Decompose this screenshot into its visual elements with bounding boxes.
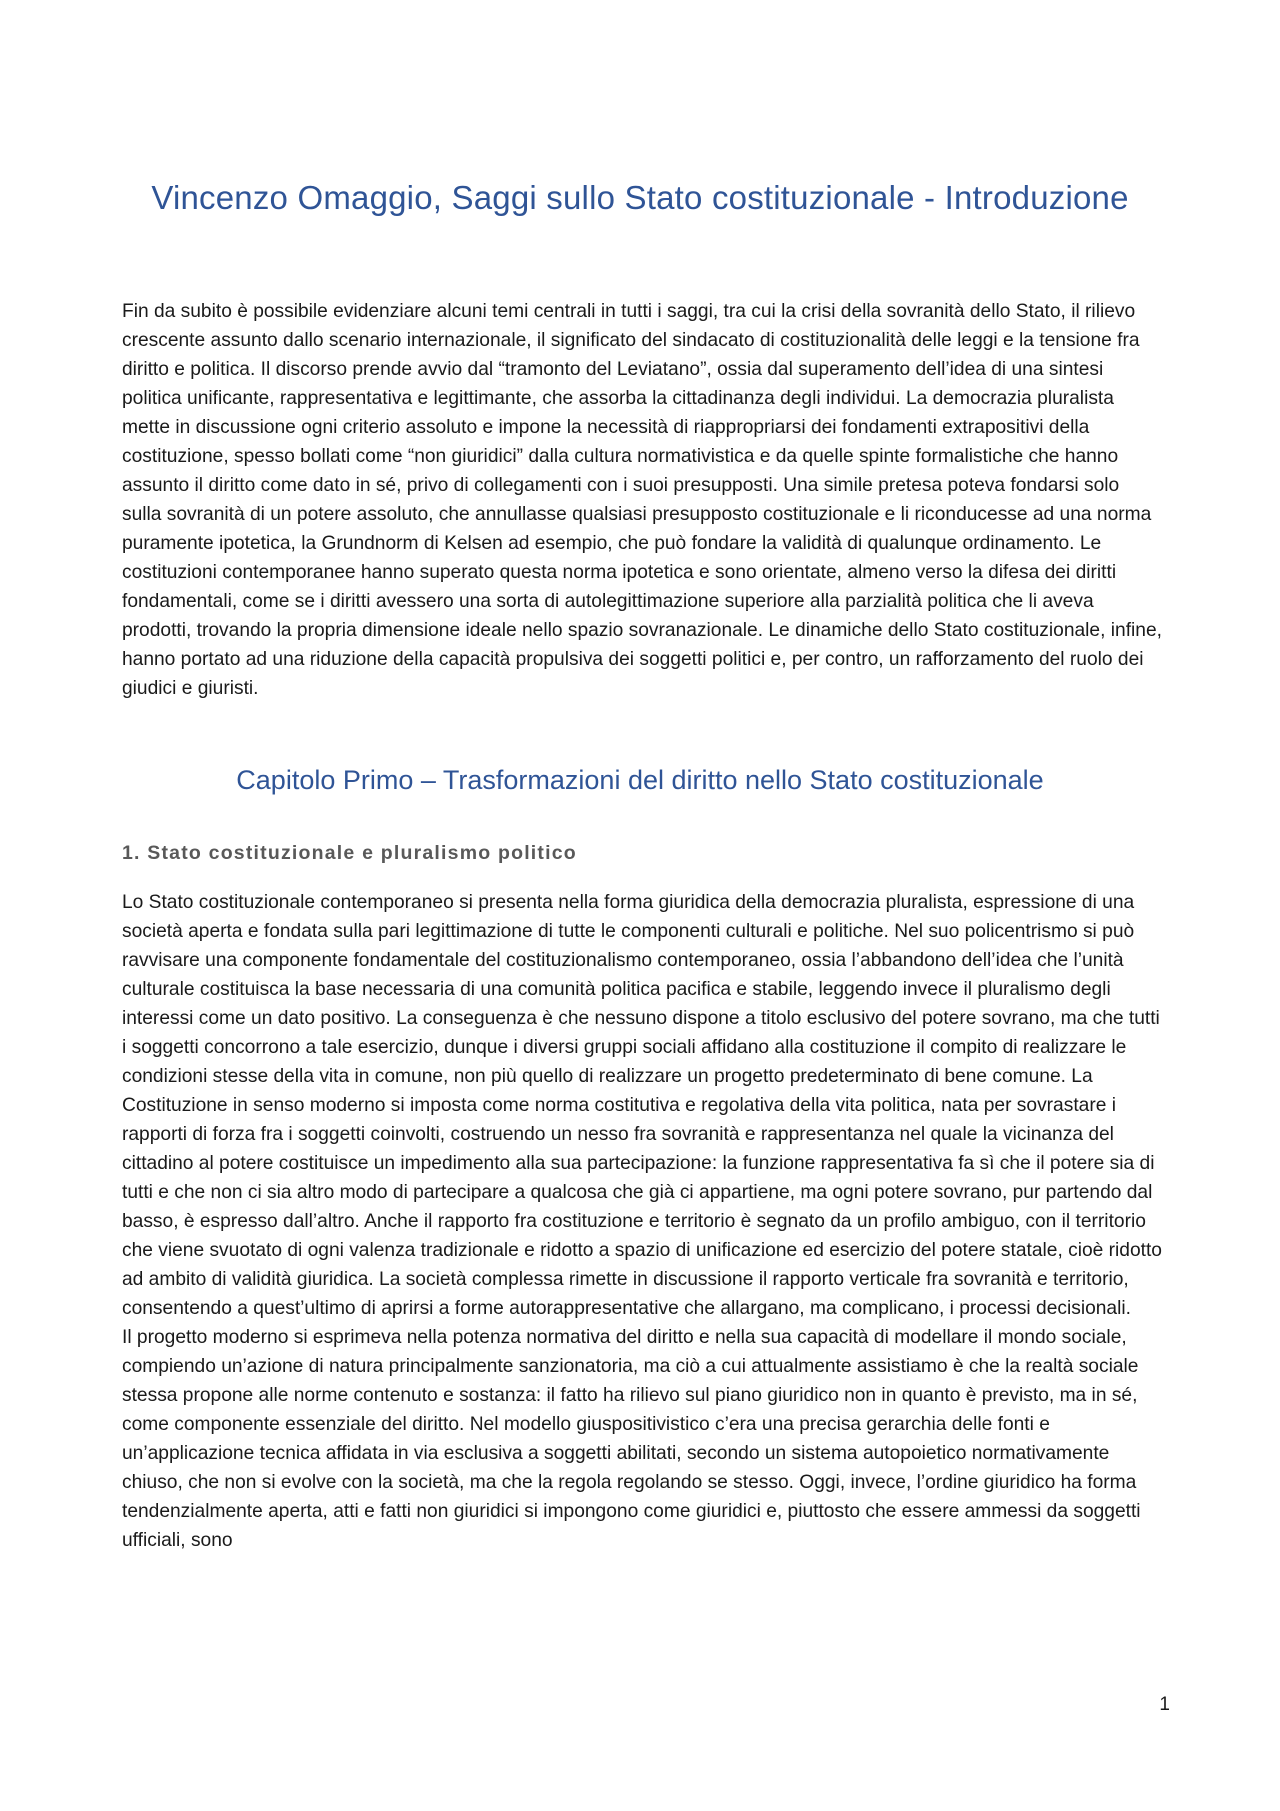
- body-paragraph: Lo Stato costituzionale contemporaneo si presenta nella forma giuridica della democrazia pluralista, espressione di una società aperta e fondata sulla pari legittimazione di tutte le componenti culturali e politiche. Nel suo policentrismo si può ravvisare una componente fondamentale del costituzionalismo contemporaneo, ossia l’abbandono dell’idea che l’unità culturale costituisca la base necessaria di una comunità politica pacifica e stabile, leggendo invece il pluralismo degli interessi come un dato positivo. La conseguenza è che nessuno dispone a titolo esclusivo del potere sovrano, ma che tutti i soggetti concorrono a tale esercizio, dunque i diversi gruppi sociali affidano alla costituzione il compito di realizzare le condizioni stesse della vita in comune, non più quello di realizzare un progetto predeterminato di bene comune. La Costituzione in senso moderno si imposta come norma costitutiva e regolativa della vita politica, nata per sovrastare i rapporti di forza fra i soggetti coinvolti, costruendo un nesso fra sovranità e rappresentanza nel quale la vicinanza del cittadino al potere costituisce un impedimento alla sua partecipazione: la funzione rappresentativa fa sì che il potere sia di tutti e che non ci sia altro modo di partecipare a qualcosa che già ci appartiene, ma ogni potere sovrano, pur partendo dal basso, è espresso dall’altro. Anche il rapporto fra costituzione e territorio è segnato da un profilo ambiguo, con il territorio che viene svuotato di ogni valenza tradizionale e ridotto a spazio di unificazione ed esercizio del potere statale, cioè ridotto ad ambito di validità giuridica. La società complessa rimette in discussione il rapporto verticale fra sovranità e territorio, consentendo a quest’ultimo di aprirsi a forme autorappresentative che allargano, ma complicano, i processi decisionali.: [122, 892, 1162, 1319]
- section-heading: 1. Stato costituzionale e pluralismo politico: [122, 842, 577, 864]
- body-paragraph: Il progetto moderno si esprimeva nella potenza normativa del diritto e nella sua capacità di modellare il mondo sociale, compiendo un’azione di natura principalmente sanzionatoria, ma ciò a cui attualmente assistiamo è che la realtà sociale stessa propone alle norme contenuto e sostanza: il fatto ha rilievo sul piano giuridico non in quanto è previsto, ma in sé, come componente essenziale del diritto. Nel modello giuspositivistico c’era una precisa gerarchia delle fonti e un’applicazione tecnica affidata in via esclusiva a soggetti abilitati, secondo un sistema autopoietico normativamente chiuso, che non si evolve con la società, ma che la regola regolando se stesso. Oggi, invece, l’ordine giuridico ha forma tendenzialmente aperta, atti e fatti non giuridici si impongono come giuridici e, piuttosto che essere ammessi da soggetti ufficiali, sono: [122, 1327, 1141, 1551]
- document-title: Vincenzo Omaggio, Saggi sullo Stato costituzionale - Introduzione: [151, 179, 1129, 216]
- section-body: [122, 888, 1162, 1555]
- intro-paragraph: Fin da subito è possibile evidenziare alcuni temi centrali in tutti i saggi, tra cui la crisi della sovranità dello Stato, il rilievo crescente assunto dallo scenario internazionale, il significato del sindacato di costituzionalità delle leggi e la tensione fra diritto e politica. Il discorso prende avvio dal “tramonto del Leviatano”, ossia dal superamento dell’idea di una sintesi politica unificante, rappresentativa e legittimante, che assorba la cittadinanza degli individui. La democrazia pluralista mette in discussione ogni criterio assoluto e impone la necessità di riappropriarsi dei fondamenti extrapositivi della costituzione, spesso bollati come “non giuridici” dalla cultura normativistica e da quelle spinte formalistiche che hanno assunto il diritto come dato in sé, privo di collegamenti con i suoi presupposti. Una simile pretesa poteva fondarsi solo sulla sovranità di un potere assoluto, che annullasse qualsiasi presupposto costituzionale e li riconducesse ad una norma puramente ipotetica, la Grundnorm di Kelsen ad esempio, che può fondare la validità di qualunque ordinamento. Le costituzioni contemporanee hanno superato questa norma ipotetica e sono orientate, almeno verso la difesa dei diritti fondamentali, come se i diritti avessero una sorta di autolegittimazione superiore alla parzialità politica che li aveva prodotti, trovando la propria dimensione ideale nello spazio sovranazionale. Le dinamiche dello Stato costituzionale, infine, hanno portato ad una riduzione della capacità propulsiva dei soggetti politici e, per contro, un rafforzamento del ruolo dei giudici e giuristi.: [122, 301, 1162, 699]
- chapter-heading: Capitolo Primo – Trasformazioni del diritto nello Stato costituzionale: [236, 765, 1044, 795]
- page-number: 1: [1159, 1694, 1170, 1715]
